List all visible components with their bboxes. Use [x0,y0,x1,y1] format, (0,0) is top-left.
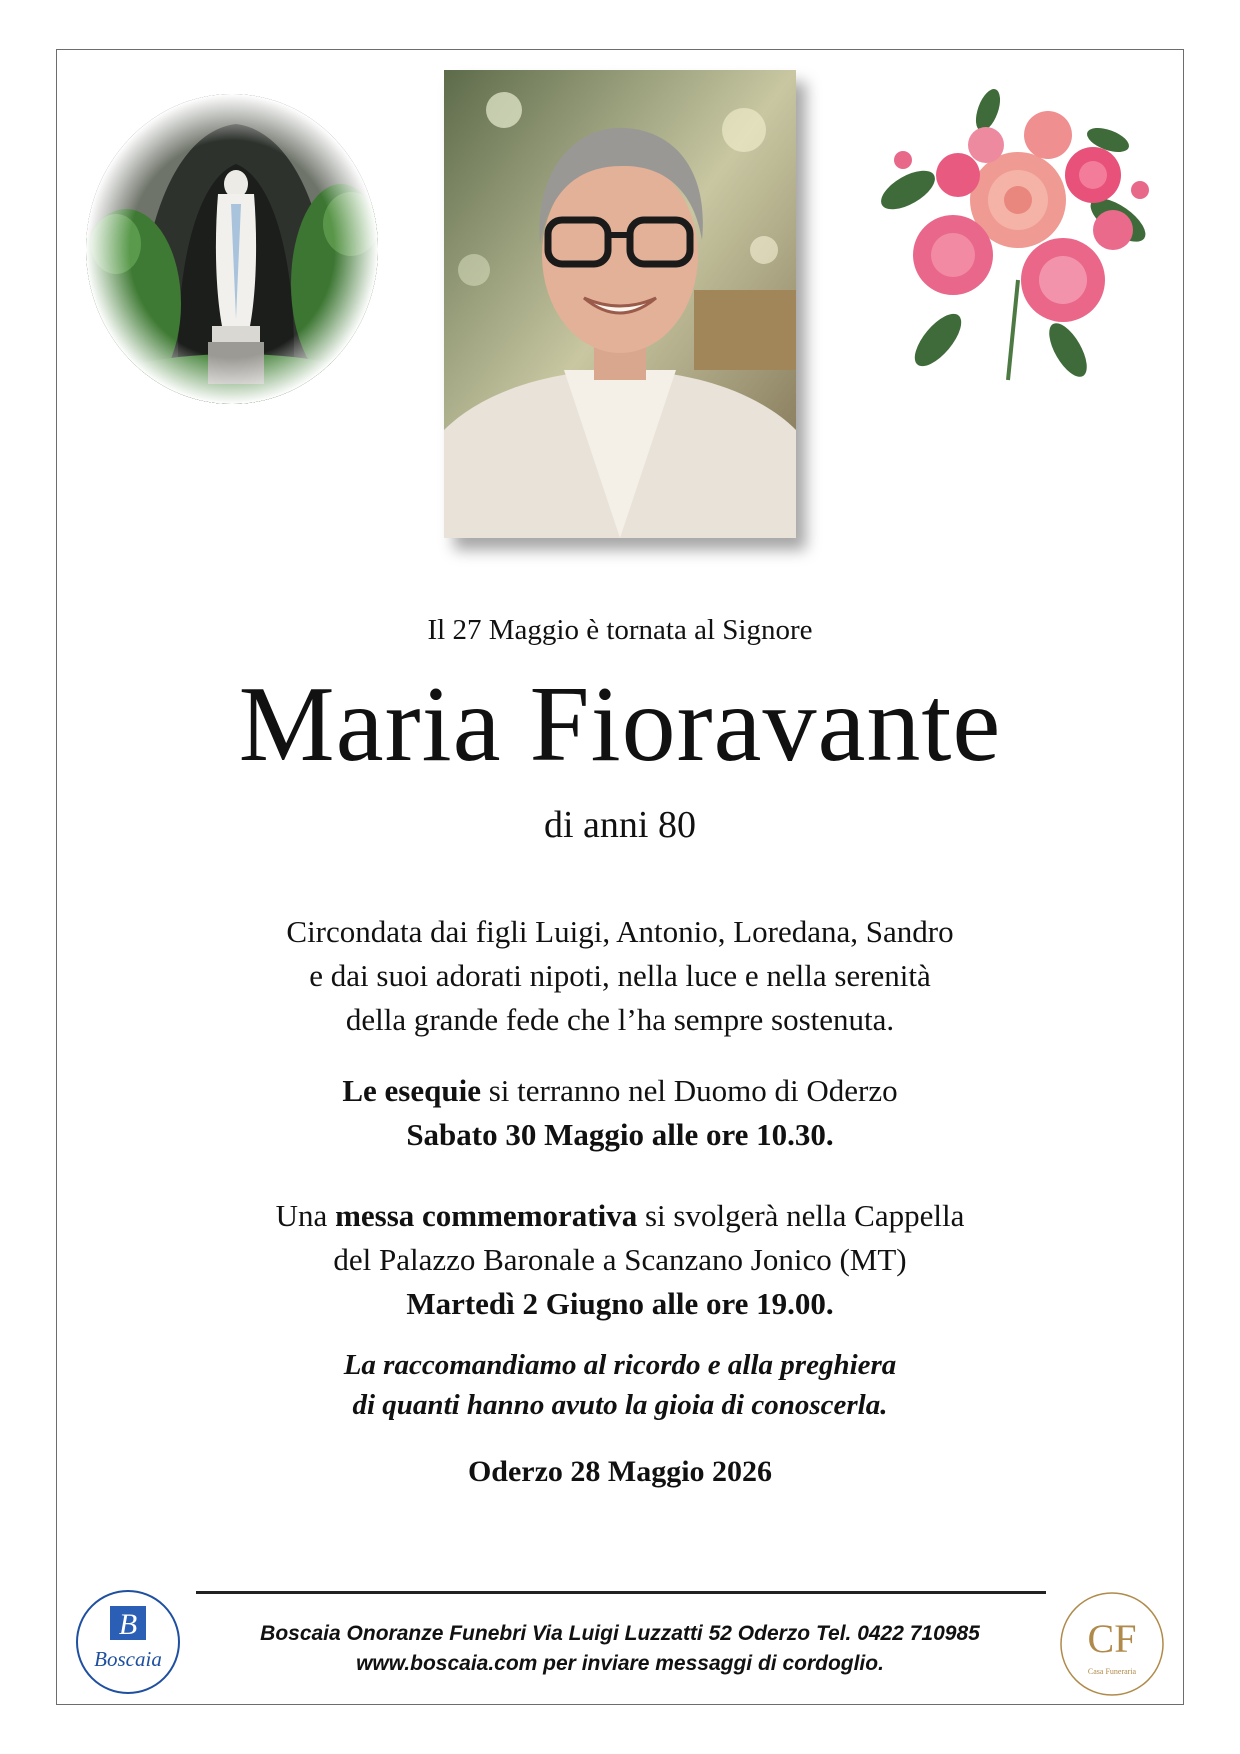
funeral-paragraph [0,1069,1240,1157]
prayer-line-1: La raccomandiamo al ricordo e alla preghiera [343,1349,897,1381]
family-line-2: e dai suoi adorati nipoti, nella luce e nella serenità [309,958,931,993]
age-line: di anni 80 [544,804,696,846]
family-line-3: della grande fede che l’ha sempre sostenuta. [345,1002,895,1037]
funeral-datetime [0,1113,1240,1157]
casa-funeraria-caption: Casa Funeraria [1087,1667,1137,1676]
place-date: Oderzo 28 Maggio 2026 [467,1455,773,1488]
boscaia-logo-initial: B [118,1608,138,1641]
grotto-illustration [86,94,378,404]
mass-datetime-text: Martedì 2 Giugno alle ore 19.00. [406,1286,834,1321]
intro-line: Il 27 Maggio è tornata al Signore [427,614,813,646]
boscaia-logo-icon [74,1588,182,1696]
mass-line-1 [0,1194,1240,1238]
funeral-label: Le esequie [342,1073,481,1108]
casa-funeraria-logo-icon [1058,1590,1166,1698]
casa-funeraria-monogram: CF [1087,1616,1137,1661]
mass-datetime [0,1282,1240,1326]
footer-contact-line: Boscaia Onoranze Funebri Via Luigi Luzzatti 52 Oderzo Tel. 0422 710985 [260,1622,980,1645]
mass-prefix: Una [275,1198,336,1233]
funeral-line-1 [0,1069,1240,1113]
portrait-illustration [444,70,796,538]
roses-illustration [868,80,1158,390]
family-line-1: Circondata dai figli Luigi, Antonio, Loredana, Sandro [286,914,954,949]
footer-website-line[interactable]: www.boscaia.com per inviare messaggi di cordoglio. [356,1652,884,1675]
mass-location: si svolgerà nella Cappella [637,1198,965,1233]
lourdes-grotto-image [86,94,378,404]
boscaia-logo-brand: Boscaia [94,1647,162,1671]
funeral-location: si terranno nel Duomo di Oderzo [480,1073,898,1108]
mass-paragraph [0,1194,1240,1326]
deceased-name: Maria Fioravante [238,665,1002,784]
prayer-paragraph [0,1345,1240,1425]
family-paragraph [0,910,1240,1042]
mass-label: messa commemorativa [335,1198,638,1233]
funeral-datetime-text: Sabato 30 Maggio alle ore 10.30. [406,1117,834,1152]
footer-divider [196,1591,1046,1594]
pink-roses-image [868,80,1158,390]
portrait-photo [444,70,796,538]
mass-line-2: del Palazzo Baronale a Scanzano Jonico (MT) [333,1242,907,1277]
prayer-line-2: di quanti hanno avuto la gioia di conoscerla. [352,1389,888,1421]
